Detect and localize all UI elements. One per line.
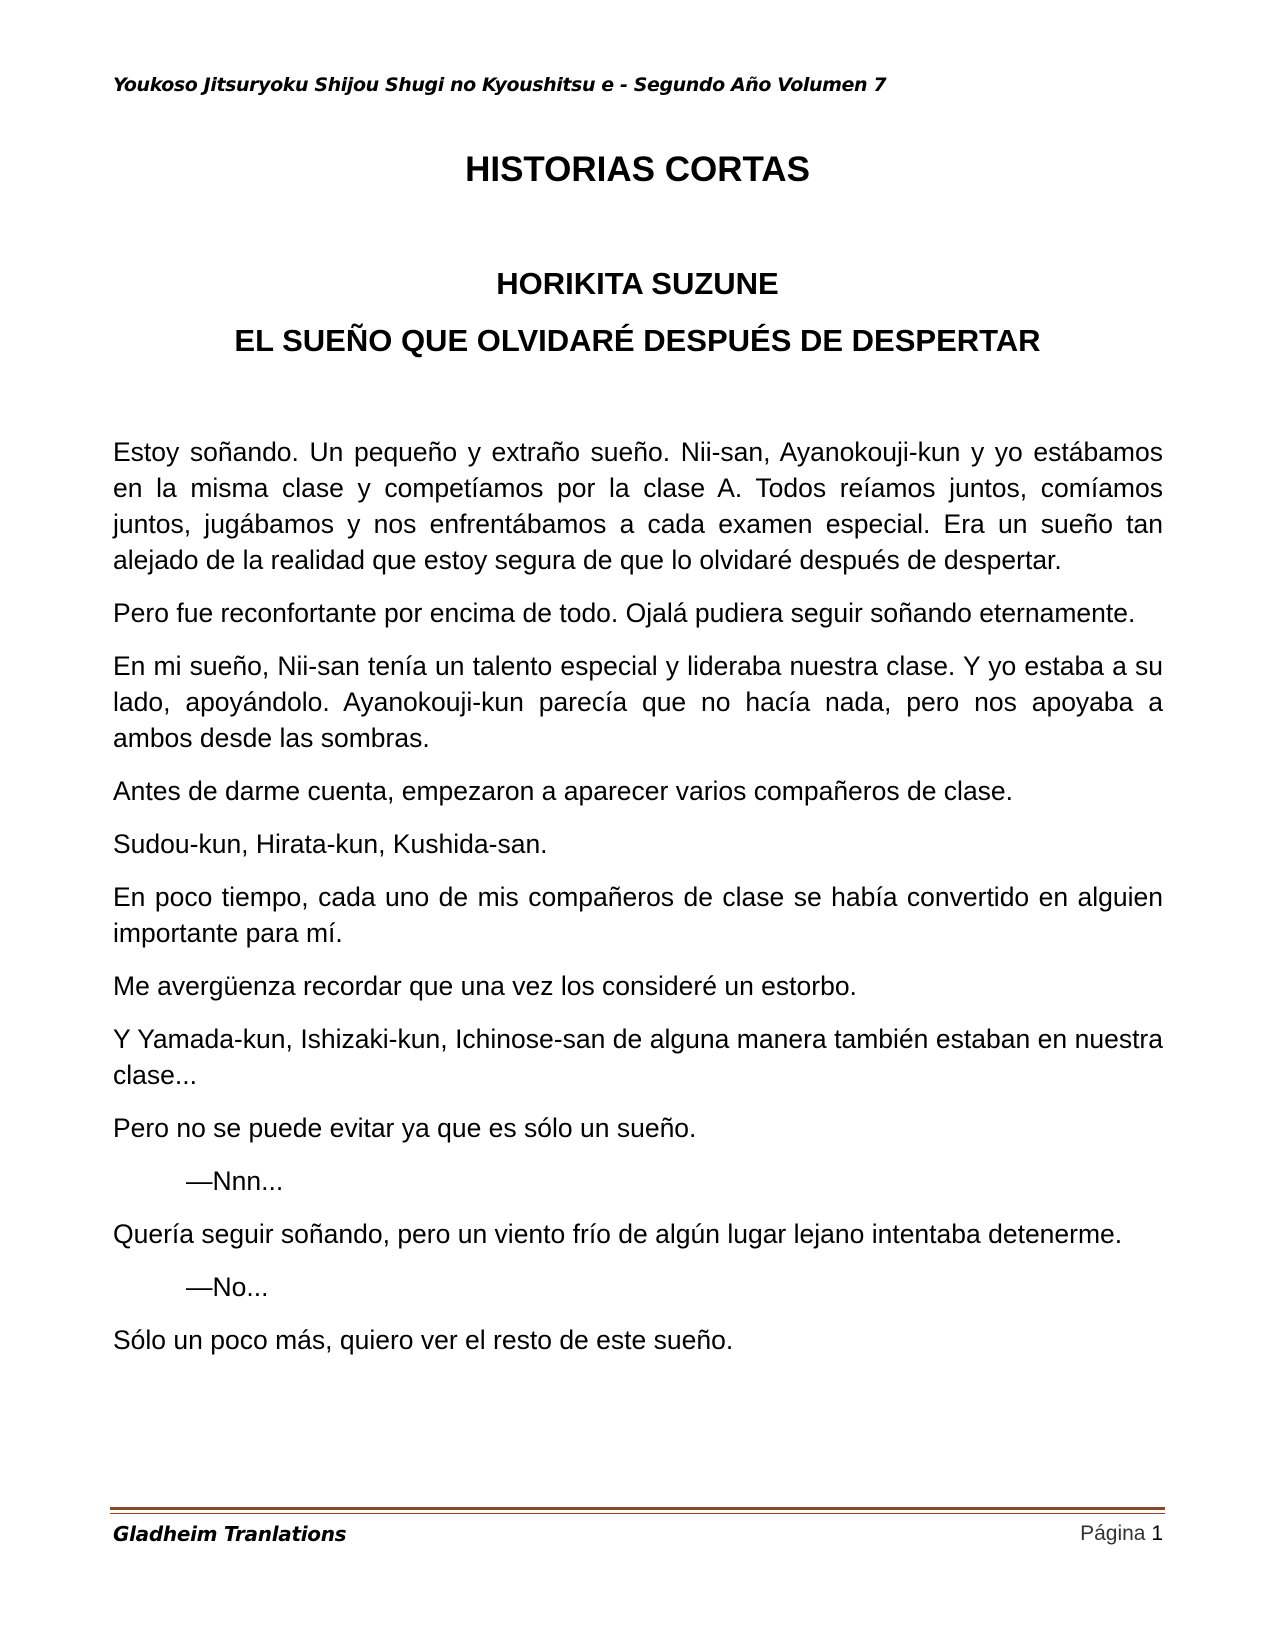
paragraph: En poco tiempo, cada uno de mis compañeros de clase se había convertido en alguien importante para mí. bbox=[113, 882, 1163, 948]
paragraph: Pero no se puede evitar ya que es sólo un sueño. bbox=[113, 1113, 697, 1143]
footer-publisher: Gladheim Tranlations bbox=[113, 1522, 347, 1546]
story-character-heading: HORIKITA SUZUNE bbox=[496, 266, 779, 301]
story-title-heading: EL SUEÑO QUE OLVIDARÉ DESPUÉS DE DESPERTAR bbox=[234, 323, 1041, 358]
page-label: Página bbox=[1080, 1522, 1146, 1545]
story-body bbox=[113, 434, 1163, 1375]
footer-divider bbox=[110, 1507, 1165, 1510]
section-title: HISTORIAS CORTAS bbox=[465, 150, 810, 189]
paragraph: Estoy soñando. Un pequeño y extraño sueño. Nii-san, Ayanokouji-kun y yo estábamos en la misma clase y competíamos por la clase A. Todos reíamos juntos, comíamos juntos, jugábamos y nos enfrentábamos a cada examen especial. Era un sueño tan alejado de la realidad que estoy segura de que lo olvidaré después de despertar. bbox=[113, 437, 1163, 575]
paragraph: Pero fue reconfortante por encima de todo. Ojalá pudiera seguir soñando eternamente. bbox=[113, 598, 1136, 628]
dialogue-line: —No... bbox=[186, 1272, 269, 1302]
paragraph: Sudou-kun, Hirata-kun, Kushida-san. bbox=[113, 829, 548, 859]
running-header: Youkoso Jitsuryoku Shijou Shugi no Kyoushitsu e - Segundo Año Volumen 7 bbox=[113, 74, 887, 96]
paragraph: En mi sueño, Nii-san tenía un talento especial y lideraba nuestra clase. Y yo estaba a su lado, apoyándolo. Ayanokouji-kun parecía que no hacía nada, pero nos apoyaba a ambos desde las sombras. bbox=[113, 651, 1163, 753]
paragraph: Sólo un poco más, quiero ver el resto de este sueño. bbox=[113, 1325, 734, 1355]
paragraph: Y Yamada-kun, Ishizaki-kun, Ichinose-san de alguna manera también estaban en nuestra clase... bbox=[113, 1024, 1163, 1090]
footer-page-indicator bbox=[1080, 1522, 1163, 1546]
page-number: 1 bbox=[1151, 1522, 1163, 1545]
dialogue-line: —Nnn... bbox=[186, 1166, 284, 1196]
paragraph: Quería seguir soñando, pero un viento frío de algún lugar lejano intentaba detenerme. bbox=[113, 1219, 1123, 1249]
paragraph: Me avergüenza recordar que una vez los consideré un estorbo. bbox=[113, 971, 857, 1001]
footer-divider-thin bbox=[110, 1513, 1165, 1514]
paragraph: Antes de darme cuenta, empezaron a aparecer varios compañeros de clase. bbox=[113, 776, 1014, 806]
